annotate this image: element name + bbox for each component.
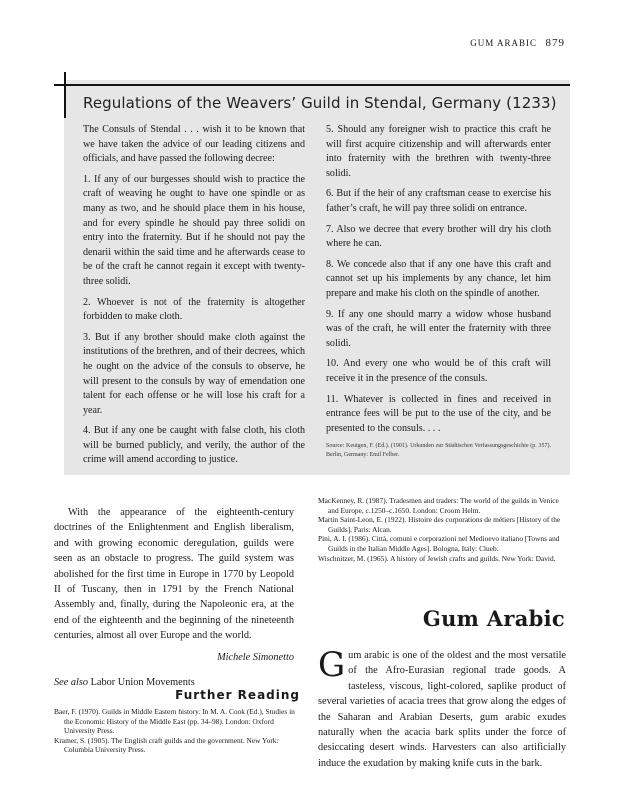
entry-paragraph: um arabic is one of the oldest and the most versatile of the Afro-Eurasian regional trade goods. A tasteless, viscous, light-colored, saplike product of several varieties of acacia trees that grow along the edges of the Saharan and Arabian Deserts, gum arabic exudes naturally when the acacia bark splits under the force of desiccating desert winds. Harvesters can also artificially induce the exudation by making knife cuts in the bark. (318, 650, 566, 769)
reference-list-right (318, 496, 566, 563)
sidebar-right-column (326, 123, 551, 460)
article-body-column (54, 505, 294, 690)
reference-item: MacKenney, R. (1987). Tradesmen and traders: The world of the guilds in Venice and Europe, c.1250–c.1650. London: Croom Helm. (318, 496, 559, 515)
sidebar-paragraph: 10. And every one who would be of this craft will receive it in the presence of the consuls. (326, 358, 551, 384)
reference-item: Wischnitzer, M. (1965). A history of Jewish crafts and guilds. New York: David. (318, 553, 556, 563)
sidebar-paragraph: 9. If any one should marry a widow whose husband was of the craft, he will enter the fraternity with three solidi. (326, 308, 551, 349)
further-reading-title: Further Reading (175, 688, 300, 702)
reference-item: Martin Saint-Leon, E. (1922). Histoire des corporations de métiers [History of the Guilds]. Paris: Alcan. (318, 515, 561, 534)
article-author: Michele Simonetto (217, 651, 294, 663)
sidebar-paragraph: The Consuls of Stendal . . . wish it to be known that we have taken the advice of our leading citizens and officials, and have passed the following decree: (83, 124, 305, 165)
see-also-link[interactable]: Labor Union Movements (90, 677, 195, 689)
sidebar-paragraph: 1. If any of our burgesses should wish to practice the craft of weaving he ought to have one spindle or as many as two, and he should place them in his house, and for every spindle he should pay three solidi on entry into the fraternity. But if he should not pay the denarii within the said time and he afterwards cease to be of the craft he cannot regain it except with twenty-three solidi. (83, 173, 305, 287)
entry-body (318, 645, 566, 771)
page-number: 879 (545, 37, 565, 49)
see-also-label: See also (54, 677, 89, 689)
running-head-section: GUM ARABIC (470, 38, 537, 48)
sidebar-paragraph: 6. But if the heir of any craftsman cease to exercise his father’s craft, he will pay three solidi on entrance. (326, 188, 551, 214)
sidebar-paragraph: 2. Whoever is not of the fraternity is altogether forbidden to make cloth. (83, 296, 305, 323)
running-head (470, 37, 565, 49)
reference-item: Kramer, S. (1905). The English craft guilds and the government. New York: Columbia University Press. (54, 735, 279, 755)
sidebar-source: Source: Keutgen, F. (Ed.). (1901). Urkunden zur Städtischen Verfassungsgeschichte (p. 357). Berlin, Germany: Emil Felber. (326, 443, 551, 459)
reference-item: Pini, A. I. (1986). Città, comuni e corporazioni nel Medioevo italiano [Towns and Guilds in the Italian Middle Ages]. Bologna, Italy: Clueb. (318, 534, 560, 553)
sidebar-paragraph: 7. Also we decree that every brother will dry his cloth where he can. (326, 223, 551, 250)
sidebar-paragraph: 11. Whatever is collected in fines and received in entrance fees will be put to the use of the city, and be presented to the consuls. . . . (326, 393, 551, 434)
sidebar-paragraph: 5. Should any foreigner wish to practice this craft he will first acquire citizenship and will afterwards enter into fraternity with the brethren with twenty-three solidi. (326, 124, 551, 179)
sidebar-left-column (83, 123, 305, 474)
sidebar-title: Regulations of the Weavers’ Guild in Stendal, Germany (1233) (83, 94, 557, 112)
reference-item: Baer, F. (1970). Guilds in Middle Eastern history. In M. A. Cook (Ed.), Studies in the Economic History of the Middle East (pp. 34–98). London: Oxford University Press. (54, 707, 295, 736)
sidebar-paragraph: 8. We concede also that if any one have this craft and cannot set up his implements by any chance, let him prepare and make his cloth on the spindle of another. (326, 258, 551, 299)
sidebar-paragraph: 3. But if any brother should make cloth against the institutions of the brethren, and of their decrees, which he ought on the advice of the consuls to observe, he will present to the consuls by way of emendation one talent for each offense or he will lose his craft for a year. (83, 331, 305, 416)
article-paragraph: With the appearance of the eighteenth-century doctrines of the Enlightenment and English liberalism, and with growing economic deregulation, guilds were seen as an obstacle to progress. The guild system was abolished for the first time in Europe in 1770 by Leopold II of Tuscany, then in 1791 by the French National Assembly and, finally, during the Napoleonic era, at the end of the eighteenth and the beginning of the nineteenth centuries, almost all over Europe and the world. (54, 507, 294, 642)
drop-cap: G (318, 645, 346, 685)
sidebar-rule-horizontal (54, 84, 570, 86)
sidebar-paragraph: 4. But if any one be caught with false cloth, his cloth will be burned publicly, and verily, the author of the crime will amend according to justice. (83, 425, 305, 466)
reference-list-left (54, 707, 300, 755)
sidebar-rule-vertical (64, 72, 66, 118)
entry-title: Gum Arabic (422, 606, 565, 631)
